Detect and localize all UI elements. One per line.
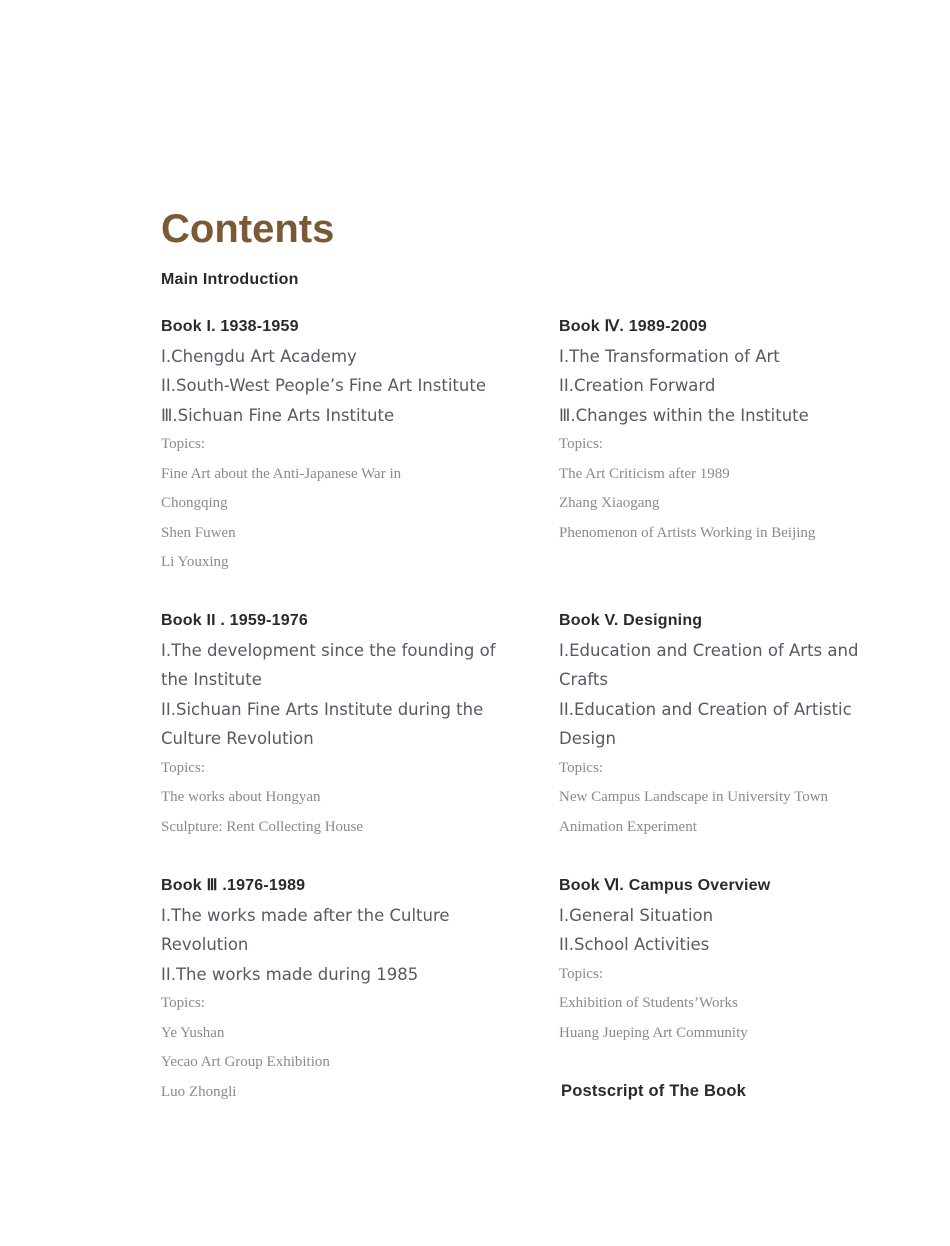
section-book-2 xyxy=(161,606,521,842)
chapter-item: I.Chengdu Art Academy xyxy=(161,346,357,366)
chapter-item: I.The works made after the Culture xyxy=(161,905,450,925)
topic-item: Ye Yushan xyxy=(161,1024,225,1041)
chapter-item: II.The works made during 1985 xyxy=(161,964,419,984)
chapter-item: Design xyxy=(559,729,616,748)
topic-item: Exhibition of Students’Works xyxy=(559,995,738,1011)
topic-item: Fine Art about the Anti-Japanese War in xyxy=(161,465,402,482)
chapter-item: II.Creation Forward xyxy=(559,376,716,395)
topic-item: Chongqing xyxy=(161,495,228,511)
chapter-item: II.Sichuan Fine Arts Institute during the xyxy=(161,699,484,719)
topic-item: Huang Jueping Art Community xyxy=(559,1024,748,1041)
topic-item: Shen Fuwen xyxy=(161,524,236,541)
chapter-item: I.The Transformation of Art xyxy=(559,346,780,366)
section-heading: Book V. Designing xyxy=(559,612,703,629)
topics-label: Topics: xyxy=(559,965,603,982)
section-book-6 xyxy=(559,871,889,1048)
topic-item: Sculpture: Rent Collecting House xyxy=(161,818,364,835)
chapter-item: I.General Situation xyxy=(559,905,714,925)
topic-item: Yecao Art Group Exhibition xyxy=(161,1054,330,1070)
topic-item: Luo Zhongli xyxy=(161,1083,237,1100)
topics-label: Topics: xyxy=(161,995,205,1011)
topic-item: Li Youxing xyxy=(161,554,229,570)
topic-item: The Art Criticism after 1989 xyxy=(559,465,730,482)
section-heading: Book II . 1959-1976 xyxy=(161,612,308,629)
postscript-heading: Postscript of The Book xyxy=(561,1082,746,1100)
chapter-item: I.Education and Creation of Arts and xyxy=(559,640,859,660)
topics-label: Topics: xyxy=(559,759,603,776)
chapter-item: Ⅲ.Changes within the Institute xyxy=(559,405,809,425)
section-book-4 xyxy=(559,312,889,548)
section-heading: Book Ⅵ. Campus Overview xyxy=(559,877,771,894)
section-heading: Book I. 1938-1959 xyxy=(161,318,299,335)
topics-label: Topics: xyxy=(559,436,603,452)
topic-item: Zhang Xiaogang xyxy=(559,495,660,511)
chapter-item: II.South-West People’s Fine Art Institute xyxy=(161,376,486,395)
section-heading: Book Ⅳ. 1989-2009 xyxy=(559,318,708,335)
section-heading: Book Ⅲ .1976-1989 xyxy=(161,877,306,894)
chapter-item: Ⅲ.Sichuan Fine Arts Institute xyxy=(161,405,395,425)
chapter-item: II.School Activities xyxy=(559,935,710,954)
chapter-item: the Institute xyxy=(161,670,262,689)
chapter-item: Culture Revolution xyxy=(161,729,314,748)
main-introduction: Main Introduction xyxy=(161,271,299,288)
topic-item: New Campus Landscape in University Town xyxy=(559,789,829,805)
topic-item: Phenomenon of Artists Working in Beijing xyxy=(559,524,816,541)
section-book-5 xyxy=(559,606,889,842)
topics-label: Topics: xyxy=(161,759,205,776)
topics-label: Topics: xyxy=(161,436,205,452)
chapter-item: I.The development since the founding of xyxy=(161,640,496,660)
topic-item: Animation Experiment xyxy=(559,818,697,835)
section-book-1 xyxy=(161,312,521,578)
chapter-item: Revolution xyxy=(161,935,249,954)
page-title: Contents xyxy=(161,207,335,251)
section-book-3 xyxy=(161,871,521,1107)
chapter-item: Crafts xyxy=(559,670,609,689)
chapter-item: II.Education and Creation of Artistic xyxy=(559,699,852,719)
topic-item: The works about Hongyan xyxy=(161,789,321,805)
